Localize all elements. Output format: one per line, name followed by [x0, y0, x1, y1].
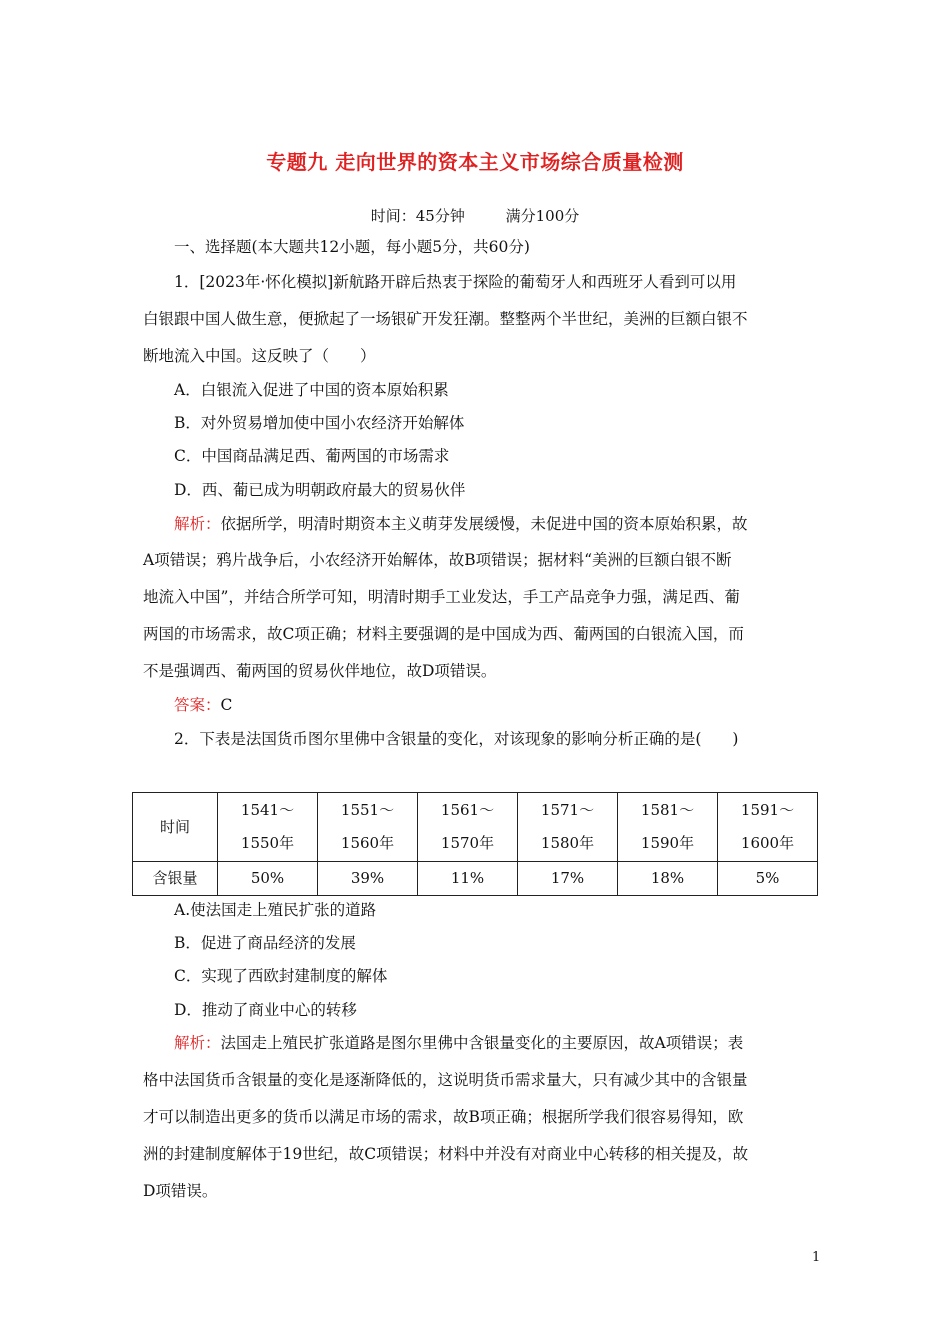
q2-option-d: D．推动了商业中心的转移	[174, 1001, 357, 1019]
silver-header-cell: 含银量	[133, 862, 218, 896]
period-cell: 1541～ 1550年	[218, 793, 318, 862]
q2-analysis-text: 法国走上殖民扩张道路是图尔里佛中含银量变化的主要原因，故A项错误；表	[220, 1034, 744, 1052]
silver-value-cell: 17%	[518, 862, 618, 896]
section-heading: 一、选择题(本大题共12小题，每小题5分，共60分)	[174, 238, 530, 256]
q2-analysis-line: D项错误。	[143, 1182, 218, 1200]
page-number: 1	[812, 1250, 821, 1265]
q1-answer-label: 答案：	[174, 696, 221, 714]
q1-analysis-label: 解析：	[174, 515, 221, 533]
table-row	[133, 862, 818, 896]
q1-answer	[174, 695, 807, 715]
silver-value-cell: 5%	[718, 862, 818, 896]
q1-option-a: A．白银流入促进了中国的资本原始积累	[174, 381, 449, 399]
time-limit: 时间：45分钟	[370, 207, 465, 225]
exam-meta	[0, 205, 950, 226]
period-cell: 1571～ 1580年	[518, 793, 618, 862]
silver-value-cell: 18%	[618, 862, 718, 896]
q1-analysis-text: 依据所学，明清时期资本主义萌芽发展缓慢，未促进中国的资本原始积累，故	[220, 515, 748, 533]
table-row	[133, 793, 818, 862]
q2-analysis-line: 格中法国货币含银量的变化是逐渐降低的，这说明货币需求量大，只有减少其中的含银量	[143, 1071, 748, 1089]
full-score: 满分100分	[505, 207, 580, 225]
q1-analysis-line: 地流入中国”，并结合所学可知，明清时期手工业发达，手工产品竞争力强，满足西、葡	[143, 588, 740, 606]
q1-stem-line: 断地流入中国。这反映了（ ）	[143, 347, 376, 365]
silver-content-table	[132, 792, 818, 896]
q1-analysis-line: 两国的市场需求，故C项正确；材料主要强调的是中国成为西、葡两国的白银流入国，而	[143, 625, 744, 643]
period-cell: 1551～ 1560年	[318, 793, 418, 862]
period-cell: 1561～ 1570年	[418, 793, 518, 862]
q2-analysis-first	[174, 1033, 807, 1053]
q1-stem-line: 白银跟中国人做生意，便掀起了一场银矿开发狂潮。整整两个半世纪，美洲的巨额白银不	[143, 310, 748, 328]
q1-analysis-line: 不是强调西、葡两国的贸易伙伴地位，故D项错误。	[143, 662, 497, 680]
q2-option-b: B．促进了商品经济的发展	[174, 934, 356, 952]
q1-answer-value: C	[220, 696, 233, 714]
q1-stem-line: 1．[2023年·怀化模拟]新航路开辟后热衷于探险的葡萄牙人和西班牙人看到可以用	[174, 273, 737, 291]
q1-option-c: C．中国商品满足西、葡两国的市场需求	[174, 447, 450, 465]
period-cell: 1591～ 1600年	[718, 793, 818, 862]
q2-option-c: C．实现了西欧封建制度的解体	[174, 967, 388, 985]
q1-analysis-line: A项错误；鸦片战争后，小农经济开始解体，故B项错误；据材料“美洲的巨额白银不断	[143, 551, 732, 569]
q1-analysis-first	[174, 514, 807, 534]
silver-value-cell: 39%	[318, 862, 418, 896]
time-header-cell: 时间	[133, 793, 218, 862]
period-cell: 1581～ 1590年	[618, 793, 718, 862]
q2-option-a: A.使法国走上殖民扩张的道路	[174, 901, 377, 919]
q1-option-d: D．西、葡已成为明朝政府最大的贸易伙伴	[174, 481, 466, 499]
q2-analysis-line: 洲的封建制度解体于19世纪，故C项错误；材料中并没有对商业中心转移的相关提及，故	[143, 1145, 749, 1163]
q2-stem: 2．下表是法国货币图尔里佛中含银量的变化，对该现象的影响分析正确的是( )	[174, 730, 739, 748]
q2-analysis-label: 解析：	[174, 1034, 221, 1052]
page-title: 专题九 走向世界的资本主义市场综合质量检测	[266, 150, 684, 174]
silver-value-cell: 50%	[218, 862, 318, 896]
q2-analysis-line: 才可以制造出更多的货币以满足市场的需求，故B项正确；根据所学我们很容易得知，欧	[143, 1108, 744, 1126]
q1-option-b: B．对外贸易增加使中国小农经济开始解体	[174, 414, 465, 432]
silver-value-cell: 11%	[418, 862, 518, 896]
